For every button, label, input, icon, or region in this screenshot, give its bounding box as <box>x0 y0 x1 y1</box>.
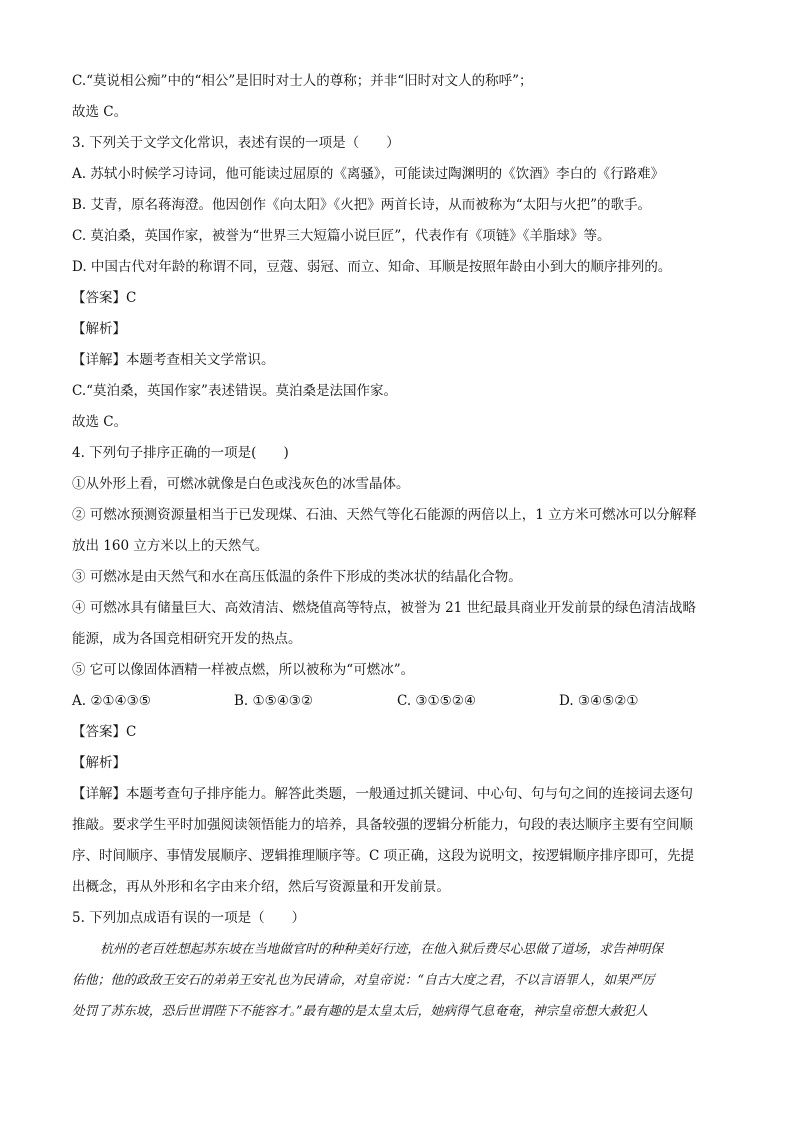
q3-choice: 故选 C。 <box>72 414 128 430</box>
q4-sentence-2: ② 可燃冰预测资源量相当于已发现煤、石油、天然气等化石能源的两倍以上，1 立方米可燃冰可以分解释 <box>72 507 697 523</box>
q4-detail-2: 推敲。要求学生平时加强阅读领悟能力的培养，具备较强的逻辑分析能力，句段的表达顺序主要有空间顺 <box>72 817 693 833</box>
q4-detail-4: 出概念，再从外形和名字由来介绍，然后写资源量和开发前景。 <box>72 879 450 895</box>
q4-sentence-4-cont: 能源，成为各国竞相研究开发的热点。 <box>72 631 302 647</box>
q4-sentence-3: ③ 可燃冰是由天然气和水在高压低温的条件下形成的类冰状的结晶化合物。 <box>72 569 522 585</box>
answer-explanation-c: C.“莫说相公痴”中的“相公”是旧时对士人的尊称；并非“旧时对文人的称呼”； <box>72 73 533 89</box>
q3-option-d: D. 中国古代对年龄的称谓不同，豆蔻、弱冠、而立、知命、耳顺是按照年龄由小到大的顺序排列的。 <box>72 259 672 275</box>
q4-sentence-2-cont: 放出 160 立方米以上的天然气。 <box>72 538 269 554</box>
q3-option-b: B. 艾青，原名蒋海澄。他因创作《向太阳》《火把》两首长诗，从而被称为“太阳与火把”的歌手。 <box>72 197 652 213</box>
q3-answer: 【答案】C <box>72 290 137 306</box>
q4-option-b: B. ①⑤④③② <box>234 693 314 709</box>
q4-option-d: D. ③④⑤②① <box>559 693 639 709</box>
q4-answer: 【答案】C <box>72 724 137 740</box>
q4-option-c: C. ③①⑤②④ <box>397 693 476 709</box>
q4-option-a: A. ②①④③⑤ <box>72 693 151 709</box>
q3-detail-c: C.“莫泊桑，英国作家”表述错误。莫泊桑是法国作家。 <box>72 383 397 399</box>
question-5: 5. 下列加点成语有误的一项是（ ） <box>72 910 306 926</box>
q4-analysis-heading: 【解析】 <box>72 755 126 771</box>
q4-detail-1: 【详解】本题考查句子排序能力。解答此类题，一般通过抓关键词、中心句、句与句之间的连接词去逐句 <box>72 786 693 802</box>
q3-analysis-heading: 【解析】 <box>72 321 126 337</box>
q3-detail: 【详解】本题考查相关文学常识。 <box>72 352 275 368</box>
question-3: 3. 下列关于文学文化常识，表述有误的一项是（ ） <box>72 135 400 151</box>
q4-sentence-5: ⑤ 它可以像固体酒精一样被点燃，所以被称为“可燃冰”。 <box>72 662 415 678</box>
q5-passage <box>72 934 722 1027</box>
q3-option-c: C. 莫泊桑，英国作家，被誉为“世界三大短篇小说巨匠”，代表作有《项链》《羊脂球》等。 <box>72 228 611 244</box>
q4-options <box>72 686 722 717</box>
passage-line-2: 佑他；他的政敌王安石的弟弟王安礼也为民请命，对皇帝说：“自古大度之君，不以言语罪人，如果严厉 <box>72 973 655 988</box>
answer-choice: 故选 C。 <box>72 104 128 120</box>
passage-line-1: 杭州的老百姓想起苏东坡在当地做官时的种种美好行迹，在他入狱后费尽心思做了道场，求告神明保 <box>100 942 664 957</box>
passage-line-3: 处罚了苏东坡，恐后世谓陛下不能容才。”最有趣的是太皇太后，她病得气息奄奄，神宗皇帝想大赦犯人 <box>72 1004 649 1019</box>
q4-sentence-4: ④ 可燃冰具有储量巨大、高效清洁、燃烧值高等特点，被誉为 21 世纪最具商业开发前景的绿色清洁战略 <box>72 600 697 616</box>
q4-sentence-1: ①从外形上看，可燃冰就像是白色或浅灰色的冰雪晶体。 <box>72 476 410 492</box>
q3-option-a: A. 苏轼小时候学习诗词，他可能读过屈原的《离骚》，可能读过陶渊明的《饮酒》李白的《行路难》 <box>72 166 665 182</box>
question-4: 4. 下列句子排序正确的一项是( ) <box>72 445 289 461</box>
q4-detail-3: 序、时间顺序、事情发展顺序、逻辑推理顺序等。C 项正确，这段为说明文，按逻辑顺序排序即可，先提 <box>72 848 695 864</box>
